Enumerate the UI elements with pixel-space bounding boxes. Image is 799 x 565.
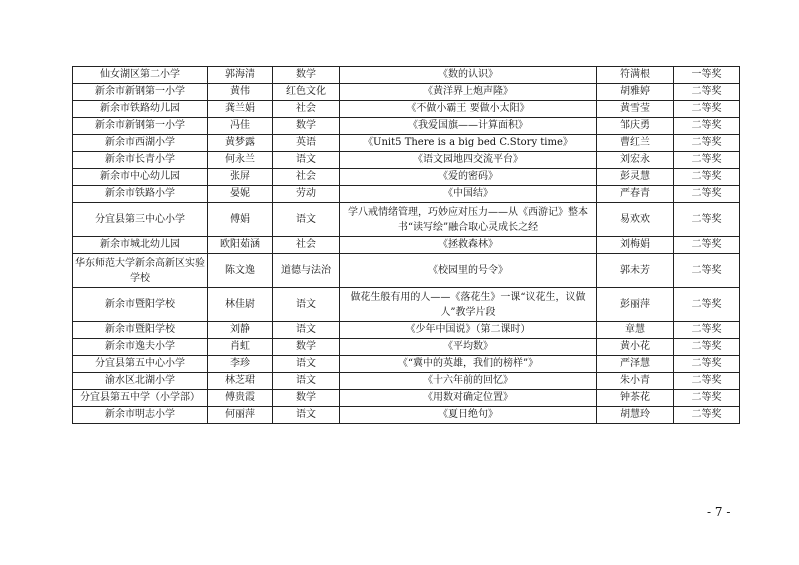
title-cell: 做花生般有用的人——《落花生》一课“议花生，议做人”教学片段 (340, 288, 597, 322)
mentor-cell: 曹红兰 (597, 135, 674, 152)
title-cell: 《不做小霸王 要做小太阳》 (340, 101, 597, 118)
school-cell: 新余市铁路小学 (73, 186, 208, 203)
title-cell: 《拯救森林》 (340, 237, 597, 254)
subject-cell: 语文 (273, 203, 340, 237)
award-cell: 二等奖 (674, 356, 740, 373)
subject-cell: 语文 (273, 407, 340, 424)
award-cell: 二等奖 (674, 203, 740, 237)
awards-table-container (72, 66, 739, 424)
teacher-cell: 冯佳 (208, 118, 273, 135)
mentor-cell: 邹庆勇 (597, 118, 674, 135)
table-row (73, 373, 740, 390)
teacher-cell: 傅贵霞 (208, 390, 273, 407)
title-cell: 《十六年前的回忆》 (340, 373, 597, 390)
school-cell: 新余市新钢第一小学 (73, 84, 208, 101)
table-row (73, 237, 740, 254)
award-cell: 一等奖 (674, 67, 740, 84)
table-row (73, 84, 740, 101)
teacher-cell: 林芝珺 (208, 373, 273, 390)
table-row (73, 186, 740, 203)
subject-cell: 语文 (273, 152, 340, 169)
school-cell: 新余市铁路幼儿园 (73, 101, 208, 118)
school-cell: 新余市新钢第一小学 (73, 118, 208, 135)
title-cell: 《数的认识》 (340, 67, 597, 84)
mentor-cell: 彭灵慧 (597, 169, 674, 186)
teacher-cell: 黄梦露 (208, 135, 273, 152)
mentor-cell: 刘宏永 (597, 152, 674, 169)
subject-cell: 英语 (273, 135, 340, 152)
teacher-cell: 陈文逸 (208, 254, 273, 288)
teacher-cell: 何丽萍 (208, 407, 273, 424)
title-cell: 《夏日绝句》 (340, 407, 597, 424)
title-cell: 《少年中国说》（第二课时） (340, 322, 597, 339)
subject-cell: 数学 (273, 118, 340, 135)
teacher-cell: 林佳尉 (208, 288, 273, 322)
school-cell: 新余市城北幼儿园 (73, 237, 208, 254)
school-cell: 新余市中心幼儿园 (73, 169, 208, 186)
school-cell: 新余市逸夫小学 (73, 339, 208, 356)
subject-cell: 语文 (273, 356, 340, 373)
table-row (73, 356, 740, 373)
subject-cell: 语文 (273, 373, 340, 390)
table-row (73, 67, 740, 84)
table-row (73, 118, 740, 135)
school-cell: 新余市长青小学 (73, 152, 208, 169)
subject-cell: 红色文化 (273, 84, 340, 101)
mentor-cell: 章慧 (597, 322, 674, 339)
teacher-cell: 肖虹 (208, 339, 273, 356)
school-cell: 分宜县第五中心小学 (73, 356, 208, 373)
title-cell: 《平均数》 (340, 339, 597, 356)
mentor-cell: 胡雅婷 (597, 84, 674, 101)
title-cell: 学八戒情绪管理，巧妙应对压力——从《西游记》整本书“读写绘”融合取心灵成长之经 (340, 203, 597, 237)
table-row (73, 390, 740, 407)
mentor-cell: 易欢欢 (597, 203, 674, 237)
school-cell: 华东师范大学新余高新区实验学校 (73, 254, 208, 288)
mentor-cell: 胡慧玲 (597, 407, 674, 424)
awards-table (72, 66, 740, 424)
school-cell: 新余市暨阳学校 (73, 288, 208, 322)
teacher-cell: 郭海清 (208, 67, 273, 84)
title-cell: 《中国结》 (340, 186, 597, 203)
mentor-cell: 严泽慧 (597, 356, 674, 373)
school-cell: 分宜县第三中心小学 (73, 203, 208, 237)
award-cell: 二等奖 (674, 135, 740, 152)
school-cell: 渝水区北湖小学 (73, 373, 208, 390)
teacher-cell: 傅娟 (208, 203, 273, 237)
mentor-cell: 刘梅娟 (597, 237, 674, 254)
title-cell: 《“冀中的英雄，我们的榜样”》 (340, 356, 597, 373)
mentor-cell: 严春青 (597, 186, 674, 203)
subject-cell: 语文 (273, 322, 340, 339)
table-row (73, 135, 740, 152)
subject-cell: 社会 (273, 169, 340, 186)
table-row (73, 254, 740, 288)
award-cell: 二等奖 (674, 101, 740, 118)
table-row (73, 322, 740, 339)
mentor-cell: 郭未芳 (597, 254, 674, 288)
school-cell: 新余市暨阳学校 (73, 322, 208, 339)
teacher-cell: 刘静 (208, 322, 273, 339)
award-cell: 二等奖 (674, 373, 740, 390)
award-cell: 二等奖 (674, 407, 740, 424)
teacher-cell: 晏妮 (208, 186, 273, 203)
teacher-cell: 张屏 (208, 169, 273, 186)
mentor-cell: 钟茶花 (597, 390, 674, 407)
mentor-cell: 彭丽萍 (597, 288, 674, 322)
table-row (73, 339, 740, 356)
title-cell: 《校园里的号令》 (340, 254, 597, 288)
award-cell: 二等奖 (674, 237, 740, 254)
subject-cell: 数学 (273, 339, 340, 356)
title-cell: 《Unit5 There is a big bed C.Story time》 (340, 135, 597, 152)
table-row (73, 101, 740, 118)
title-cell: 《我爱国旗——计算面积》 (340, 118, 597, 135)
title-cell: 《语文园地四交流平台》 (340, 152, 597, 169)
teacher-cell: 龚兰娟 (208, 101, 273, 118)
school-cell: 仙女湖区第二小学 (73, 67, 208, 84)
award-cell: 二等奖 (674, 186, 740, 203)
teacher-cell: 何永兰 (208, 152, 273, 169)
subject-cell: 语文 (273, 288, 340, 322)
title-cell: 《爱的密码》 (340, 169, 597, 186)
table-row (73, 288, 740, 322)
award-cell: 二等奖 (674, 339, 740, 356)
table-row (73, 152, 740, 169)
award-cell: 二等奖 (674, 84, 740, 101)
teacher-cell: 欧阳茹涵 (208, 237, 273, 254)
school-cell: 分宜县第五中学（小学部） (73, 390, 208, 407)
award-cell: 二等奖 (674, 118, 740, 135)
mentor-cell: 符满根 (597, 67, 674, 84)
award-cell: 二等奖 (674, 254, 740, 288)
subject-cell: 道德与法治 (273, 254, 340, 288)
table-row (73, 407, 740, 424)
award-cell: 二等奖 (674, 322, 740, 339)
subject-cell: 社会 (273, 101, 340, 118)
award-cell: 二等奖 (674, 169, 740, 186)
mentor-cell: 黄雪莹 (597, 101, 674, 118)
title-cell: 《用数对确定位置》 (340, 390, 597, 407)
subject-cell: 数学 (273, 390, 340, 407)
mentor-cell: 黄小花 (597, 339, 674, 356)
table-row (73, 203, 740, 237)
award-cell: 二等奖 (674, 390, 740, 407)
mentor-cell: 朱小青 (597, 373, 674, 390)
table-row (73, 169, 740, 186)
subject-cell: 社会 (273, 237, 340, 254)
teacher-cell: 黄伟 (208, 84, 273, 101)
subject-cell: 数学 (273, 67, 340, 84)
award-cell: 二等奖 (674, 288, 740, 322)
award-cell: 二等奖 (674, 152, 740, 169)
teacher-cell: 李珍 (208, 356, 273, 373)
school-cell: 新余市西湖小学 (73, 135, 208, 152)
school-cell: 新余市明志小学 (73, 407, 208, 424)
subject-cell: 劳动 (273, 186, 340, 203)
title-cell: 《黄洋界上炮声隆》 (340, 84, 597, 101)
page-number: - 7 - (707, 505, 731, 519)
